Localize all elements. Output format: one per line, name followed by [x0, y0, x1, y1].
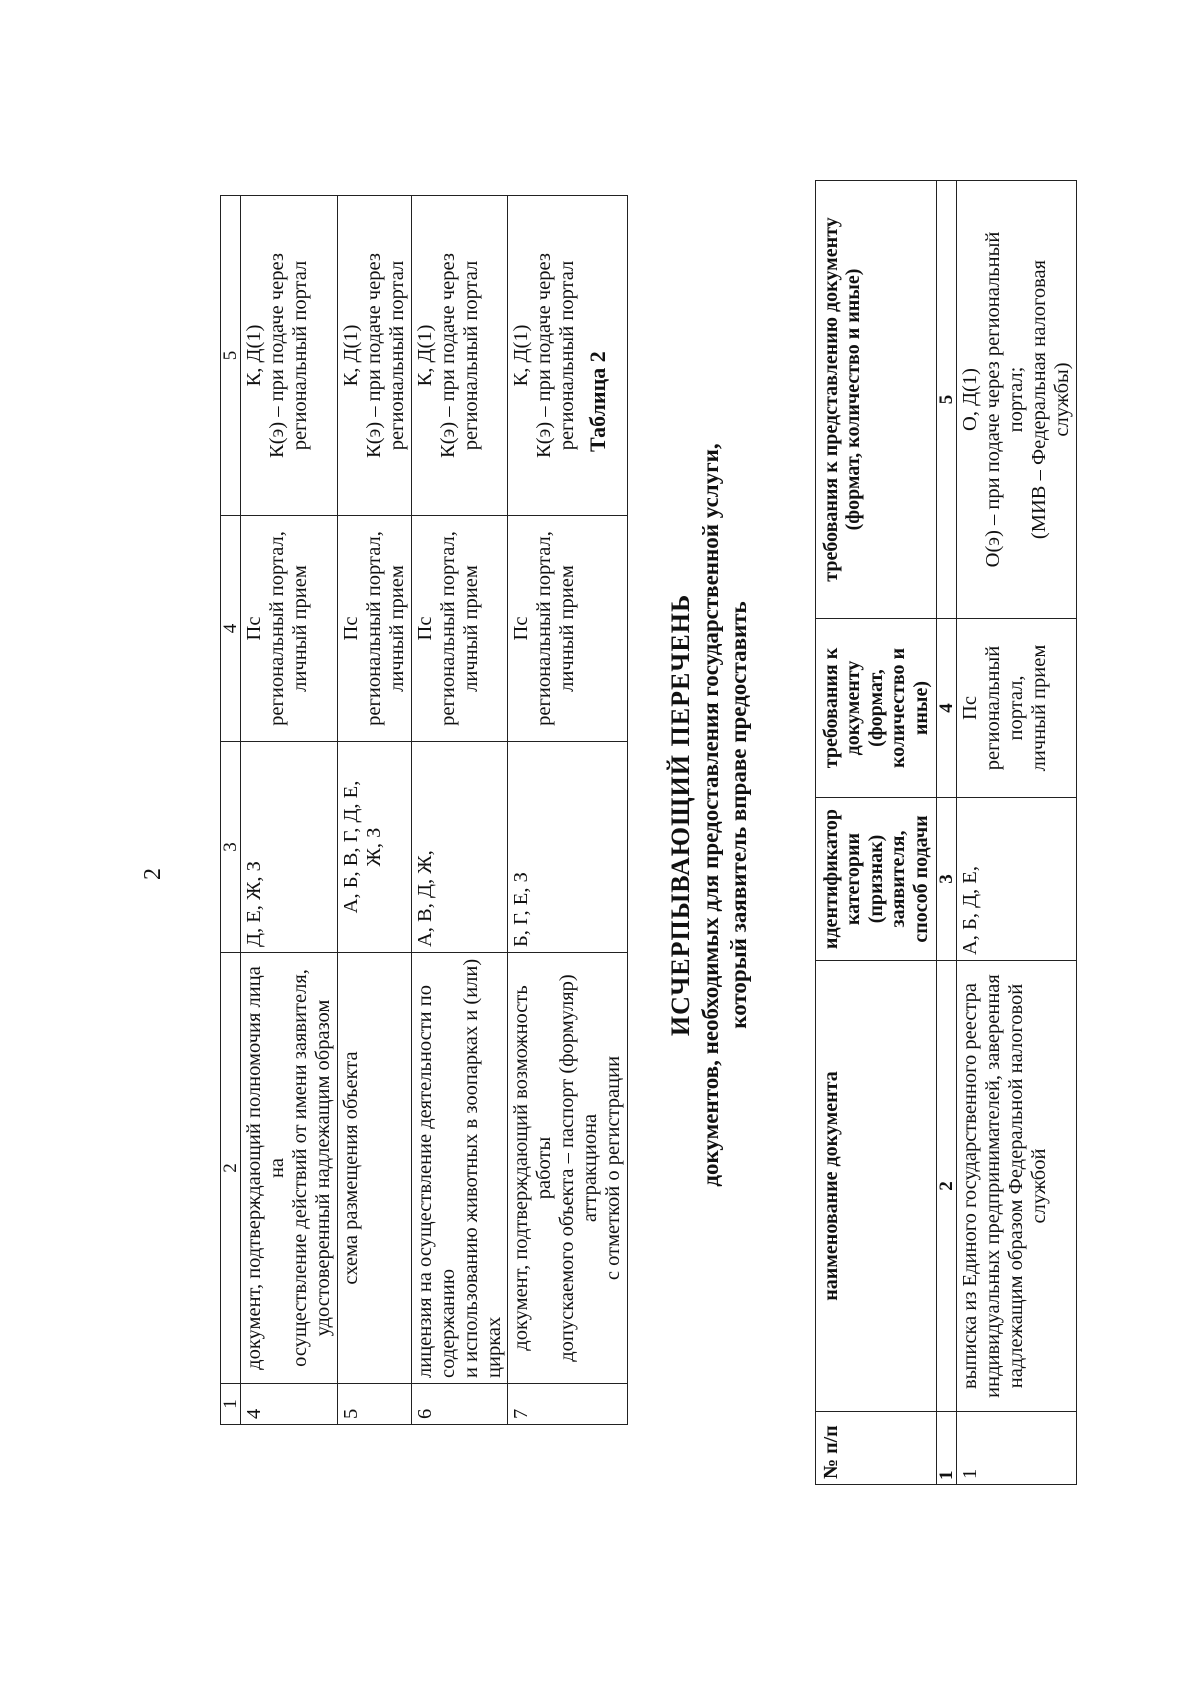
table-1-col-number: 2 [221, 953, 241, 1384]
applicant-identifier [337, 742, 411, 953]
text-line: региональный портал [288, 260, 311, 451]
text-line: региональный портал [556, 260, 579, 451]
text-line: А, В, Д, Ж, [413, 850, 436, 947]
text-line: личный прием [1027, 644, 1050, 772]
table-1-col-number: 5 [221, 196, 241, 516]
heading-subtitle: документов, необходимых для предоставления государственной услуги, [697, 443, 723, 1187]
text-line: К(э) – при подаче через [533, 253, 556, 458]
heading-title: ИСЧЕРПЫВАЮЩИЙ ПЕРЕЧЕНЬ [666, 593, 695, 1037]
text-line: А, Б, Д, Е, [958, 866, 981, 955]
section-heading [665, 265, 753, 1365]
document-requirements [337, 516, 411, 742]
text-line: документ, подтверждающий возможность работы [510, 985, 556, 1351]
submission-requirements [411, 196, 508, 516]
text-line: личный прием [385, 565, 408, 692]
table-2-col-number: 3 [936, 798, 956, 961]
text-line: Пс [510, 616, 533, 641]
text-line: осуществление действий от имени заявителя, [288, 969, 311, 1367]
text-line: О, Д(1) [958, 368, 981, 431]
text-line: схема размещения объекта [339, 1051, 362, 1285]
text-line: личный прием [556, 565, 579, 692]
document-name [337, 953, 411, 1384]
text-line: надлежащим образом Федеральной налоговой [1004, 983, 1027, 1389]
text-line: Д, Е, Ж, З [243, 861, 265, 947]
document-name [956, 961, 1076, 1412]
document-requirements [241, 516, 338, 742]
row-number: 4 [241, 1384, 338, 1425]
text-line: выписка из Единого государственного реестра [958, 983, 981, 1389]
text-line: К(э) – при подаче через [436, 253, 459, 458]
text-line: Пс [413, 616, 436, 641]
text-line: портал, [1004, 675, 1027, 741]
applicant-identifier [508, 742, 628, 953]
text-line: региональный портал, [533, 531, 556, 726]
text-line: службой [1027, 1148, 1050, 1224]
table-2 [815, 180, 1077, 1485]
column-header: идентификатор категории (признак) заявителя, способ подачи [816, 798, 937, 961]
text-line: А, Б, В, Г, Д, Е, [339, 780, 362, 914]
text-line: О(э) – при подаче через региональный [981, 231, 1004, 568]
text-line: службы) [1050, 362, 1073, 437]
table-2-number-row [936, 181, 956, 1485]
document-requirements [508, 516, 628, 742]
text-line: лицензия на осуществление деятельности по содержанию [413, 985, 459, 1378]
table-1-col-number: 4 [221, 516, 241, 742]
table-1-number-row [221, 196, 241, 1425]
text-line: региональный портал, [362, 531, 385, 726]
text-line: портал; [1004, 366, 1027, 433]
row-number: 7 [508, 1384, 628, 1425]
text-line: Пс [958, 696, 981, 720]
table-2-header-row [816, 181, 937, 1485]
document-name [241, 953, 338, 1384]
column-header: наименование документа [816, 961, 937, 1412]
document-requirements [411, 516, 508, 742]
text-line: региональный портал, [436, 531, 459, 726]
text-line: и использованию животных в зоопарках и (или) цирках [459, 958, 505, 1378]
document-requirements [956, 619, 1076, 798]
text-line: личный прием [459, 565, 482, 692]
text-line: документ, подтверждающий полномочия лица на [243, 966, 288, 1370]
column-header: № п/п [816, 1412, 937, 1485]
table-2-col-number: 2 [936, 961, 956, 1412]
text-line: Ж, З [362, 827, 385, 867]
submission-requirements [337, 196, 411, 516]
text-line: личный прием [288, 565, 311, 692]
text-line: К(э) – при подаче через [265, 253, 288, 458]
table-row [411, 196, 508, 1425]
submission-requirements [956, 181, 1076, 619]
row-number: 1 [956, 1412, 1076, 1485]
submission-requirements [241, 196, 338, 516]
table-2-col-number: 5 [936, 181, 956, 619]
text-line: допускаемого объекта – паспорт (формуляр) аттракциона [556, 974, 602, 1362]
text-line: региональный портал [385, 260, 408, 451]
heading-subtitle: который заявитель вправе предоставить [725, 601, 751, 1029]
applicant-identifier [411, 742, 508, 953]
text-line: Пс [243, 616, 265, 641]
text-line: региональный [981, 645, 1004, 771]
table-2-col-number: 1 [936, 1412, 956, 1485]
document-name [411, 953, 508, 1384]
applicant-identifier [241, 742, 338, 953]
text-line: региональный портал, [265, 531, 288, 726]
text-line: Б, Г, Е, З [510, 872, 533, 947]
column-header: требования к документу (формат, количество и иные) [816, 619, 937, 798]
text-line: (МИВ – Федеральная налоговая [1027, 259, 1050, 540]
document-name [508, 953, 628, 1384]
table-2-col-number: 4 [936, 619, 956, 798]
table-row [956, 181, 1076, 1485]
text-line: К, Д(1) [339, 324, 362, 387]
text-line: индивидуальных предпринимателей, заверенная [981, 974, 1004, 1398]
column-header: требования к представлению документу (формат, количество и иные) [816, 181, 937, 619]
row-number: 6 [411, 1384, 508, 1425]
text-line: региональный портал [459, 260, 482, 451]
page-number: 2 [140, 868, 166, 880]
text-line: К, Д(1) [413, 324, 436, 387]
table-row [241, 196, 338, 1425]
table-row [337, 196, 411, 1425]
text-line: К, Д(1) [510, 324, 533, 387]
applicant-identifier [956, 798, 1076, 961]
text-line: с отметкой о регистрации [602, 1055, 625, 1281]
text-line: К(э) – при подаче через [362, 253, 385, 458]
text-line: удостоверенный надлежащим образом [311, 999, 334, 1337]
row-number: 5 [337, 1384, 411, 1425]
text-line: Пс [339, 616, 362, 641]
table-1-col-number: 1 [221, 1384, 241, 1425]
text-line: К, Д(1) [243, 324, 265, 387]
table-1-col-number: 3 [221, 742, 241, 953]
table-1 [220, 195, 628, 1425]
table-2-caption: Таблица 2 [585, 351, 610, 452]
